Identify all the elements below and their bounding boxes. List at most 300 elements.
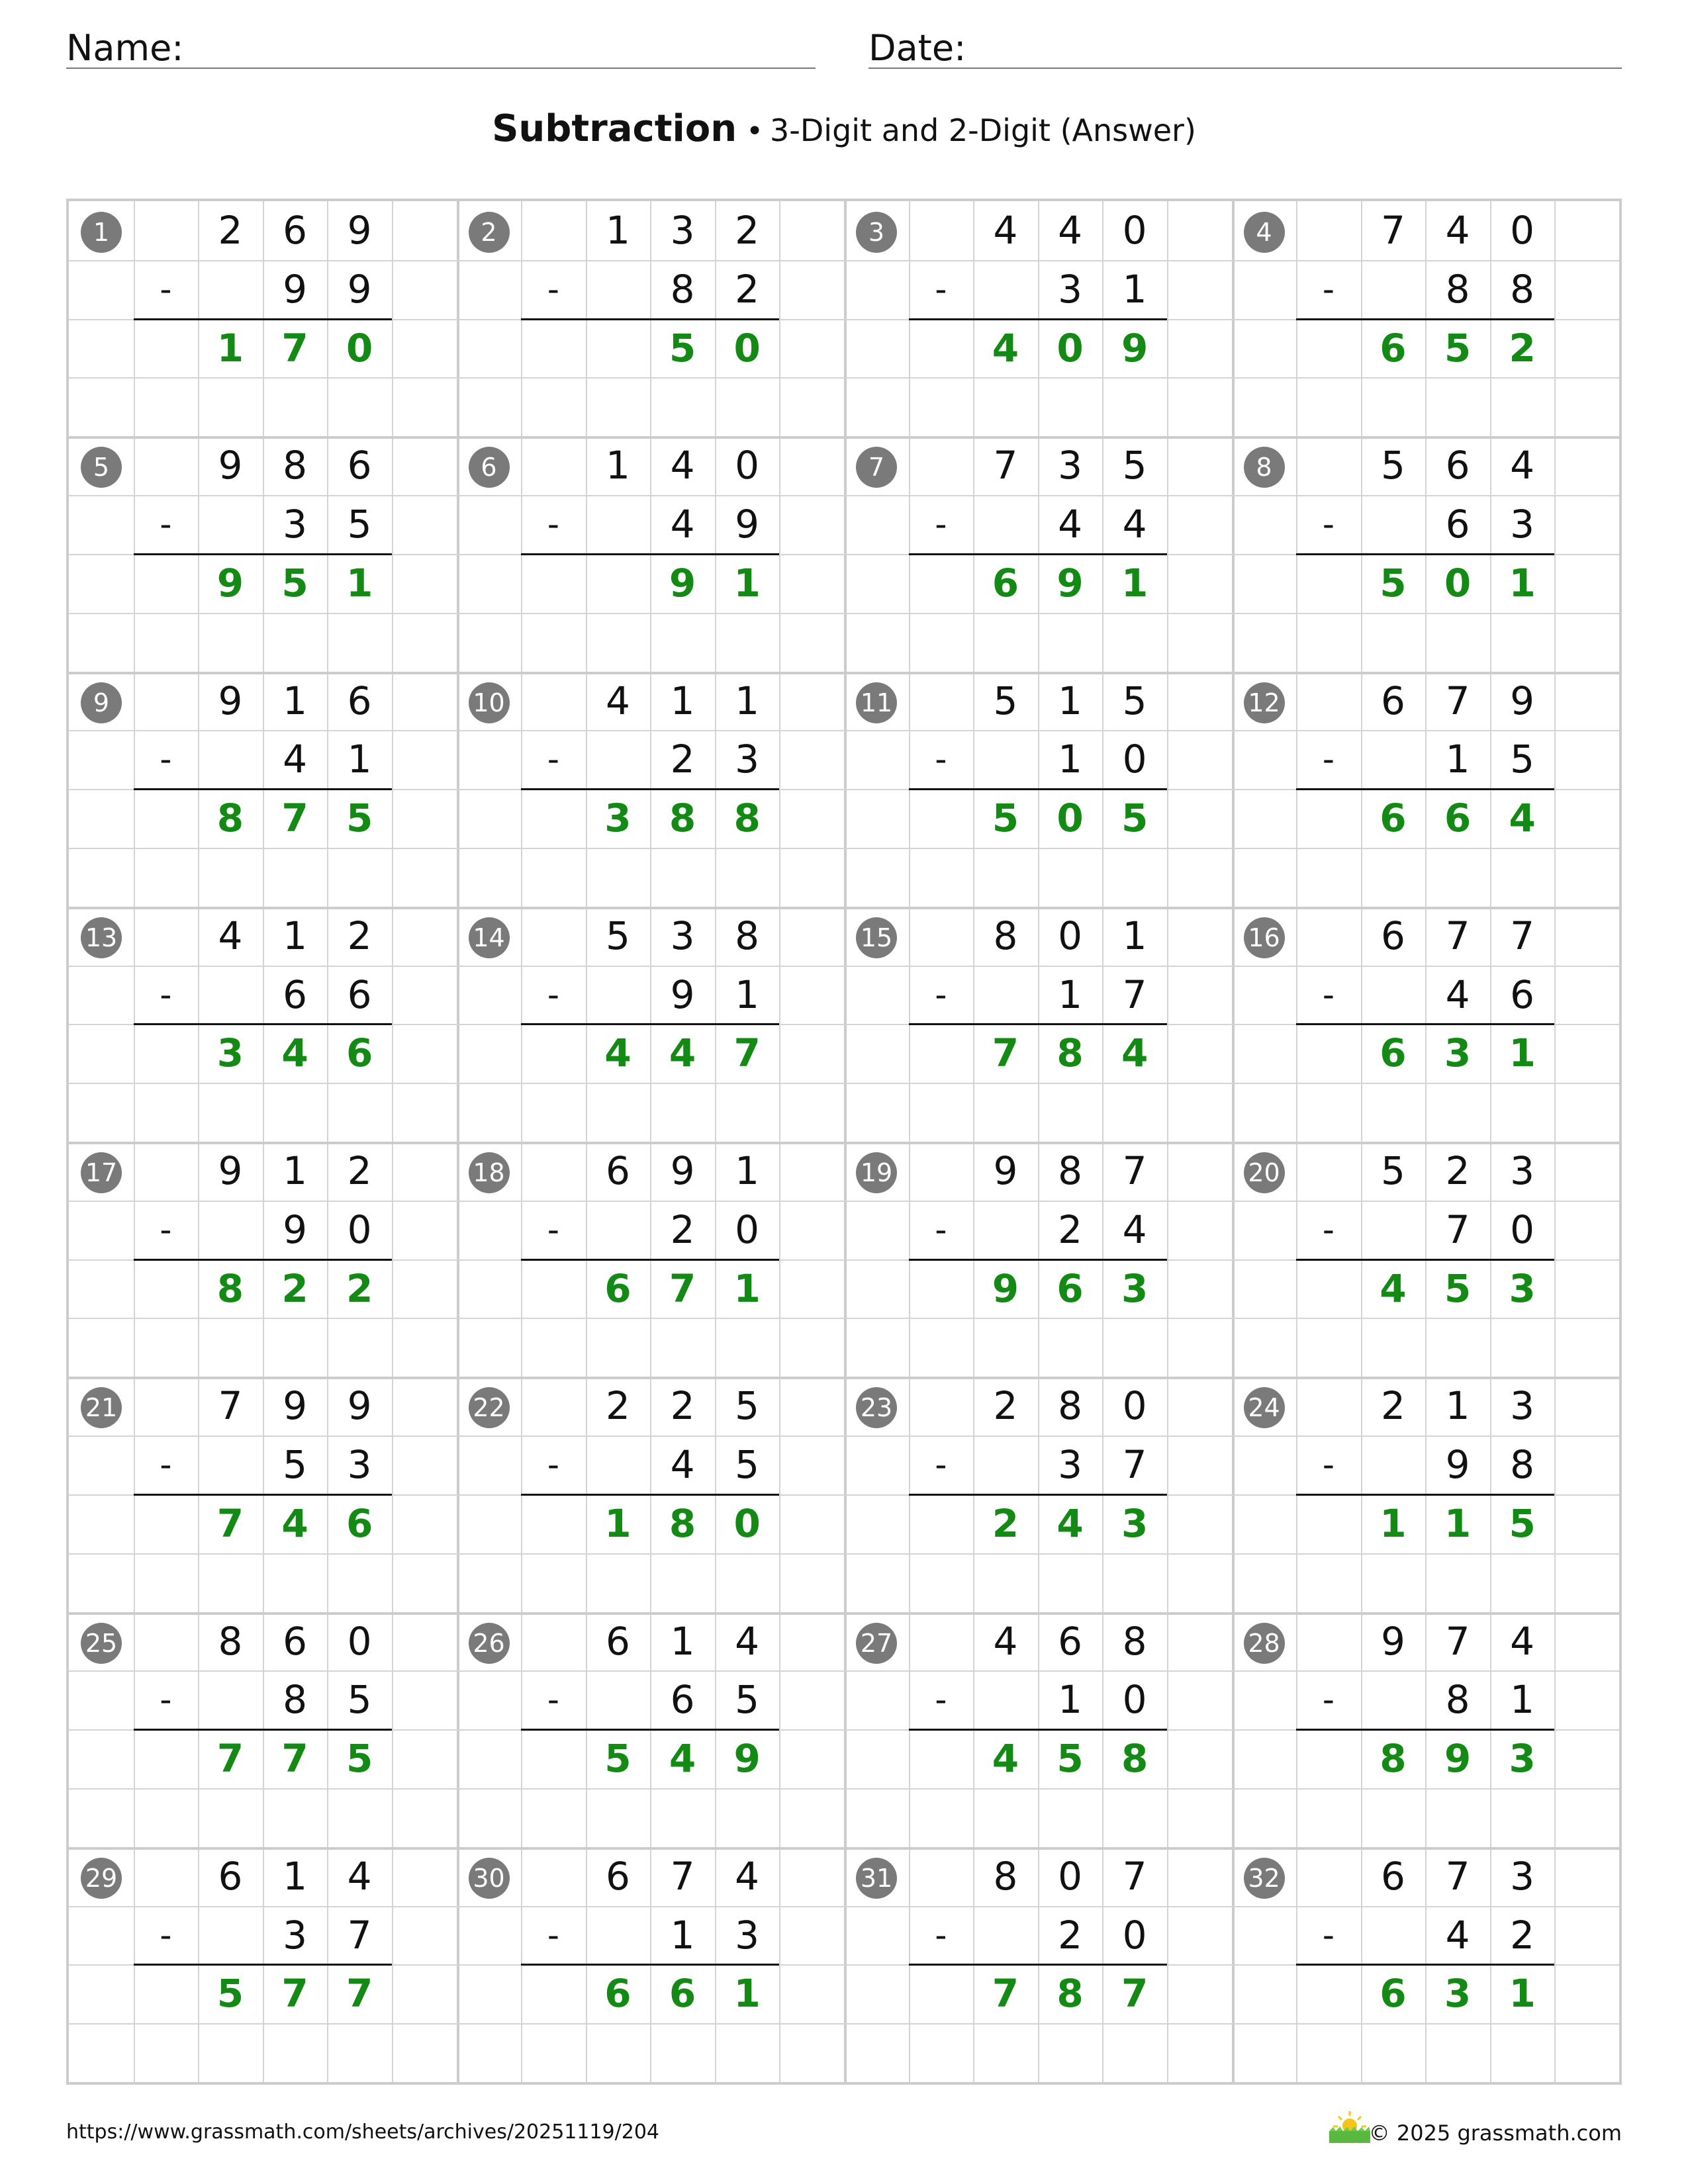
problem-number-badge: 14 xyxy=(469,917,510,958)
subtrahend-digit: 4 xyxy=(283,737,307,782)
subtrahend-digit: 2 xyxy=(1058,1912,1082,1958)
answer-digit: 4 xyxy=(1121,1030,1149,1076)
grass-sun-logo-icon xyxy=(1327,2109,1373,2146)
answer-digit: 8 xyxy=(669,796,696,841)
minuend-digit: 0 xyxy=(347,1618,372,1664)
answer-digit: 3 xyxy=(1509,1736,1536,1782)
answer-digit: 7 xyxy=(992,1971,1019,2017)
problem xyxy=(1232,1377,1620,1612)
minus-sign: - xyxy=(935,505,947,544)
answer-rule xyxy=(521,318,779,320)
answer-digit: 3 xyxy=(1509,1265,1536,1311)
answer-digit: 4 xyxy=(992,325,1019,371)
answer-digit: 8 xyxy=(1380,1736,1407,1782)
minus-sign: - xyxy=(935,740,947,779)
answer-digit: 5 xyxy=(346,796,373,841)
title-main: Subtraction xyxy=(492,107,737,150)
minuend-digit: 9 xyxy=(347,1383,372,1429)
subtrahend-digit: 9 xyxy=(347,266,372,312)
minuend-digit: 2 xyxy=(735,208,760,253)
subtrahend-digit: 0 xyxy=(1122,1912,1147,1958)
answer-digit: 6 xyxy=(1380,1030,1407,1076)
subtrahend-digit: 1 xyxy=(1122,266,1147,312)
minuend-digit: 6 xyxy=(347,443,372,488)
answer-rule xyxy=(521,553,779,555)
answer-digit: 1 xyxy=(1444,1500,1472,1546)
minuend-digit: 2 xyxy=(218,208,243,253)
problem-number-badge: 16 xyxy=(1244,917,1285,958)
minus-sign: - xyxy=(160,975,172,1014)
answer-digit: 9 xyxy=(1444,1736,1472,1782)
problem xyxy=(69,672,457,907)
subtrahend-digit: 9 xyxy=(283,266,307,312)
subtrahend-digit: 4 xyxy=(1058,502,1082,547)
minuend-digit: 0 xyxy=(1058,913,1082,958)
answer-digit: 8 xyxy=(733,796,761,841)
minuend-digit: 6 xyxy=(1380,913,1405,958)
problem-number-badge: 27 xyxy=(856,1623,897,1664)
minuend-digit: 6 xyxy=(347,678,372,723)
subtrahend-digit: 6 xyxy=(1445,502,1470,547)
subtrahend-digit: 3 xyxy=(1058,266,1082,312)
problem-number-badge: 24 xyxy=(1244,1387,1285,1428)
answer-digit: 4 xyxy=(669,1030,696,1076)
minuend-digit: 4 xyxy=(1445,208,1470,253)
minus-sign: - xyxy=(160,740,172,779)
subtrahend-digit: 7 xyxy=(1122,972,1147,1017)
answer-digit: 3 xyxy=(1121,1500,1149,1546)
answer-digit: 5 xyxy=(281,560,308,606)
problem xyxy=(1232,907,1620,1142)
minuend-digit: 7 xyxy=(1445,1618,1470,1664)
answer-digit: 6 xyxy=(346,1030,373,1076)
answer-digit: 4 xyxy=(1509,796,1536,841)
subtrahend-digit: 4 xyxy=(1445,1912,1470,1958)
minuend-digit: 3 xyxy=(1510,1148,1535,1193)
minuend-digit: 2 xyxy=(1445,1148,1470,1193)
minus-sign: - xyxy=(1322,1210,1335,1249)
problem-number-badge: 11 xyxy=(856,682,897,723)
subtrahend-digit: 3 xyxy=(283,502,307,547)
answer-digit: 1 xyxy=(1509,1971,1536,2017)
problem xyxy=(69,1142,457,1377)
minuend-digit: 9 xyxy=(218,443,243,488)
problem xyxy=(844,436,1232,671)
subtrahend-digit: 6 xyxy=(347,972,372,1017)
answer-digit: 9 xyxy=(216,560,244,606)
problem-number-badge: 19 xyxy=(856,1152,897,1193)
minuend-digit: 7 xyxy=(1510,913,1535,958)
minuend-digit: 4 xyxy=(735,1853,760,1899)
problem-number-badge: 8 xyxy=(1244,447,1285,488)
answer-rule xyxy=(134,788,392,790)
answer-digit: 1 xyxy=(733,1971,761,2017)
minus-sign: - xyxy=(547,975,559,1014)
subtrahend-digit: 6 xyxy=(670,1677,695,1723)
minus-sign: - xyxy=(547,1445,559,1484)
minuend-digit: 3 xyxy=(1058,443,1082,488)
answer-rule xyxy=(134,1494,392,1496)
problem xyxy=(69,1847,457,2082)
minuend-digit: 8 xyxy=(735,913,760,958)
answer-digit: 4 xyxy=(1380,1265,1407,1311)
minus-sign: - xyxy=(160,505,172,544)
answer-rule xyxy=(1296,1494,1554,1496)
problem xyxy=(69,436,457,671)
subtrahend-digit: 7 xyxy=(347,1912,372,1958)
problem xyxy=(1232,672,1620,907)
minus-sign: - xyxy=(547,505,559,544)
minuend-digit: 4 xyxy=(218,913,243,958)
minuend-digit: 6 xyxy=(1380,678,1405,723)
answer-digit: 8 xyxy=(216,1265,244,1311)
minus-sign: - xyxy=(935,1445,947,1484)
problem xyxy=(1232,201,1620,436)
minuend-digit: 6 xyxy=(605,1853,630,1899)
minuend-digit: 4 xyxy=(670,443,695,488)
minus-sign: - xyxy=(1322,505,1335,544)
minuend-digit: 1 xyxy=(283,1853,307,1899)
answer-digit: 8 xyxy=(1056,1030,1084,1076)
minuend-digit: 1 xyxy=(605,443,630,488)
answer-digit: 7 xyxy=(669,1265,696,1311)
minuend-digit: 9 xyxy=(1380,1618,1405,1664)
problem xyxy=(457,1612,845,1847)
subtrahend-digit: 9 xyxy=(1445,1442,1470,1488)
problem xyxy=(1232,1847,1620,2082)
subtrahend-digit: 8 xyxy=(1510,1442,1535,1488)
minuend-digit: 5 xyxy=(735,1383,760,1429)
answer-rule xyxy=(1296,788,1554,790)
subtrahend-digit: 1 xyxy=(735,972,760,1017)
answer-rule xyxy=(1296,1729,1554,1731)
subtrahend-digit: 5 xyxy=(1510,737,1535,782)
minuend-digit: 7 xyxy=(1380,208,1405,253)
answer-digit: 0 xyxy=(733,325,761,371)
subtrahend-digit: 9 xyxy=(283,1206,307,1252)
minuend-digit: 2 xyxy=(1380,1383,1405,1429)
answer-digit: 0 xyxy=(1056,325,1084,371)
answer-digit: 1 xyxy=(733,560,761,606)
subtrahend-digit: 4 xyxy=(1122,502,1147,547)
subtrahend-digit: 1 xyxy=(1510,1677,1535,1723)
subtrahend-digit: 4 xyxy=(1122,1206,1147,1252)
minuend-digit: 3 xyxy=(670,913,695,958)
answer-digit: 4 xyxy=(604,1030,632,1076)
subtrahend-digit: 5 xyxy=(735,1677,760,1723)
answer-rule xyxy=(134,1023,392,1025)
minuend-digit: 2 xyxy=(347,913,372,958)
minuend-digit: 8 xyxy=(993,913,1018,958)
problem xyxy=(844,1377,1232,1612)
subtrahend-digit: 5 xyxy=(283,1442,307,1488)
problem xyxy=(69,1377,457,1612)
answer-digit: 7 xyxy=(216,1500,244,1546)
answer-digit: 2 xyxy=(992,1500,1019,1546)
minus-sign: - xyxy=(935,975,947,1014)
problem-number-badge: 30 xyxy=(469,1858,510,1899)
answer-rule xyxy=(134,553,392,555)
problem-number-badge: 29 xyxy=(81,1858,122,1899)
minuend-digit: 7 xyxy=(1122,1853,1147,1899)
answer-digit: 6 xyxy=(1380,796,1407,841)
answer-digit: 5 xyxy=(1380,560,1407,606)
minuend-digit: 9 xyxy=(218,1148,243,1193)
answer-digit: 5 xyxy=(1444,325,1472,371)
subtrahend-digit: 0 xyxy=(1122,737,1147,782)
problem xyxy=(69,201,457,436)
minuend-digit: 6 xyxy=(218,1853,243,1899)
answer-digit: 7 xyxy=(346,1971,373,2017)
problem-number-badge: 9 xyxy=(81,682,122,723)
answer-digit: 2 xyxy=(281,1265,308,1311)
answer-digit: 4 xyxy=(669,1736,696,1782)
minuend-digit: 4 xyxy=(993,208,1018,253)
answer-rule xyxy=(909,1729,1167,1731)
problem xyxy=(844,1847,1232,2082)
problem-number-badge: 6 xyxy=(469,447,510,488)
minus-sign: - xyxy=(160,1915,172,1954)
answer-digit: 5 xyxy=(604,1736,632,1782)
problem xyxy=(844,672,1232,907)
answer-digit: 3 xyxy=(216,1030,244,1076)
minuend-digit: 8 xyxy=(1122,1618,1147,1664)
answer-rule xyxy=(1296,318,1554,320)
problem xyxy=(457,1847,845,2082)
answer-digit: 5 xyxy=(992,796,1019,841)
minuend-digit: 6 xyxy=(605,1618,630,1664)
subtrahend-digit: 2 xyxy=(670,737,695,782)
minus-sign: - xyxy=(1322,1445,1335,1484)
answer-digit: 4 xyxy=(281,1030,308,1076)
answer-digit: 9 xyxy=(992,1265,1019,1311)
subtrahend-digit: 5 xyxy=(735,1442,760,1488)
answer-rule xyxy=(134,1729,392,1731)
answer-digit: 6 xyxy=(1444,796,1472,841)
answer-digit: 4 xyxy=(281,1500,308,1546)
minuend-digit: 4 xyxy=(347,1853,372,1899)
answer-rule xyxy=(909,1259,1167,1261)
minuend-digit: 1 xyxy=(1445,1383,1470,1429)
problem-number-badge: 3 xyxy=(856,212,897,253)
problem-number-badge: 22 xyxy=(469,1387,510,1428)
answer-digit: 7 xyxy=(281,1736,308,1782)
answer-digit: 1 xyxy=(1121,560,1149,606)
answer-digit: 1 xyxy=(1509,1030,1536,1076)
problem-number-badge: 4 xyxy=(1244,212,1285,253)
minuend-digit: 6 xyxy=(1445,443,1470,488)
answer-rule xyxy=(134,1964,392,1966)
minuend-digit: 9 xyxy=(218,678,243,723)
answer-digit: 8 xyxy=(669,1500,696,1546)
answer-digit: 7 xyxy=(281,1971,308,2017)
minuend-digit: 1 xyxy=(670,678,695,723)
minuend-digit: 0 xyxy=(1122,208,1147,253)
answer-digit: 1 xyxy=(733,1265,761,1311)
problem xyxy=(457,672,845,907)
answer-digit: 3 xyxy=(604,796,632,841)
minus-sign: - xyxy=(547,1915,559,1954)
problem xyxy=(1232,1142,1620,1377)
minus-sign: - xyxy=(935,1680,947,1719)
problem-number-badge: 1 xyxy=(81,212,122,253)
minuend-digit: 8 xyxy=(1058,1383,1082,1429)
problem xyxy=(844,1142,1232,1377)
subtrahend-digit: 1 xyxy=(1058,972,1082,1017)
answer-rule xyxy=(909,553,1167,555)
answer-digit: 0 xyxy=(346,325,373,371)
date-field xyxy=(868,26,1622,69)
subtrahend-digit: 2 xyxy=(735,266,760,312)
answer-digit: 5 xyxy=(1056,1736,1084,1782)
minuend-digit: 1 xyxy=(283,1148,307,1193)
minuend-digit: 8 xyxy=(218,1618,243,1664)
subtrahend-digit: 4 xyxy=(670,502,695,547)
minuend-digit: 3 xyxy=(1510,1383,1535,1429)
answer-digit: 0 xyxy=(1056,796,1084,841)
answer-digit: 4 xyxy=(1056,1500,1084,1546)
minus-sign: - xyxy=(547,269,559,308)
minus-sign: - xyxy=(1322,740,1335,779)
answer-digit: 3 xyxy=(1444,1971,1472,2017)
minuend-digit: 3 xyxy=(670,208,695,253)
minus-sign: - xyxy=(935,1210,947,1249)
minuend-digit: 5 xyxy=(1122,443,1147,488)
subtrahend-digit: 1 xyxy=(1058,1677,1082,1723)
answer-rule xyxy=(521,1964,779,1966)
answer-digit: 4 xyxy=(992,1736,1019,1782)
answer-digit: 7 xyxy=(281,796,308,841)
answer-rule xyxy=(909,318,1167,320)
minus-sign: - xyxy=(547,1210,559,1249)
subtrahend-digit: 5 xyxy=(347,1677,372,1723)
minus-sign: - xyxy=(1322,975,1335,1014)
answer-digit: 1 xyxy=(216,325,244,371)
subtrahend-digit: 3 xyxy=(1510,502,1535,547)
answer-rule xyxy=(521,788,779,790)
answer-digit: 1 xyxy=(1380,1500,1407,1546)
minus-sign: - xyxy=(160,1445,172,1484)
answer-digit: 6 xyxy=(346,1500,373,1546)
minuend-digit: 1 xyxy=(605,208,630,253)
minuend-digit: 0 xyxy=(1122,1383,1147,1429)
answer-digit: 8 xyxy=(1056,1971,1084,2017)
minuend-digit: 2 xyxy=(993,1383,1018,1429)
minuend-digit: 6 xyxy=(1380,1853,1405,1899)
problem xyxy=(457,436,845,671)
minuend-digit: 8 xyxy=(1058,1148,1082,1193)
answer-rule xyxy=(1296,1259,1554,1261)
answer-digit: 8 xyxy=(1121,1736,1149,1782)
answer-digit: 7 xyxy=(281,325,308,371)
minuend-digit: 7 xyxy=(1122,1148,1147,1193)
answer-digit: 3 xyxy=(1444,1030,1472,1076)
answer-digit: 9 xyxy=(733,1736,761,1782)
problem-number-badge: 20 xyxy=(1244,1152,1285,1193)
answer-digit: 1 xyxy=(1509,560,1536,606)
minus-sign: - xyxy=(547,740,559,779)
subtrahend-digit: 7 xyxy=(1445,1206,1470,1252)
problem-number-badge: 26 xyxy=(469,1623,510,1664)
minuend-digit: 4 xyxy=(605,678,630,723)
problem-grid xyxy=(66,199,1622,2085)
answer-digit: 5 xyxy=(1444,1265,1472,1311)
minuend-digit: 0 xyxy=(735,443,760,488)
answer-rule xyxy=(909,1023,1167,1025)
subtrahend-digit: 0 xyxy=(347,1206,372,1252)
answer-digit: 0 xyxy=(733,1500,761,1546)
problem xyxy=(1232,436,1620,671)
problem-number-badge: 12 xyxy=(1244,682,1285,723)
problem-number-badge: 21 xyxy=(81,1387,122,1428)
minuend-digit: 4 xyxy=(1058,208,1082,253)
minuend-digit: 4 xyxy=(1510,443,1535,488)
subtrahend-digit: 2 xyxy=(1510,1912,1535,1958)
minus-sign: - xyxy=(160,1680,172,1719)
minuend-digit: 7 xyxy=(993,443,1018,488)
answer-digit: 7 xyxy=(992,1030,1019,1076)
answer-rule xyxy=(909,788,1167,790)
minuend-digit: 9 xyxy=(283,1383,307,1429)
answer-digit: 5 xyxy=(1509,1500,1536,1546)
problem-number-badge: 17 xyxy=(81,1152,122,1193)
subtrahend-digit: 3 xyxy=(283,1912,307,1958)
problem xyxy=(457,1142,845,1377)
subtrahend-digit: 8 xyxy=(1445,1677,1470,1723)
answer-digit: 6 xyxy=(1056,1265,1084,1311)
answer-digit: 7 xyxy=(216,1736,244,1782)
minus-sign: - xyxy=(1322,1915,1335,1954)
name-field xyxy=(66,26,816,69)
subtrahend-digit: 7 xyxy=(1122,1442,1147,1488)
problem xyxy=(69,907,457,1142)
answer-rule xyxy=(1296,553,1554,555)
minuend-digit: 5 xyxy=(1380,1148,1405,1193)
problem xyxy=(457,201,845,436)
answer-digit: 6 xyxy=(1380,1971,1407,2017)
answer-digit: 5 xyxy=(216,1971,244,2017)
name-label: Name: xyxy=(66,27,184,69)
subtrahend-digit: 6 xyxy=(283,972,307,1017)
subtrahend-digit: 0 xyxy=(735,1206,760,1252)
problem xyxy=(457,1377,845,1612)
answer-digit: 7 xyxy=(1121,1971,1149,2017)
footer-copyright: © 2025 grassmath.com xyxy=(1368,2120,1622,2146)
problem-number-badge: 13 xyxy=(81,917,122,958)
title-subtitle: 3-Digit and 2-Digit (Answer) xyxy=(770,113,1196,148)
answer-digit: 6 xyxy=(1380,325,1407,371)
subtrahend-digit: 1 xyxy=(347,737,372,782)
problem-number-badge: 2 xyxy=(469,212,510,253)
problem xyxy=(69,1612,457,1847)
minuend-digit: 8 xyxy=(993,1853,1018,1899)
minuend-digit: 0 xyxy=(1510,208,1535,253)
problem-number-badge: 5 xyxy=(81,447,122,488)
minus-sign: - xyxy=(160,269,172,308)
minuend-digit: 1 xyxy=(1122,913,1147,958)
answer-digit: 5 xyxy=(1121,796,1149,841)
subtrahend-digit: 8 xyxy=(670,266,695,312)
minuend-digit: 6 xyxy=(605,1148,630,1193)
answer-digit: 0 xyxy=(1444,560,1472,606)
answer-digit: 6 xyxy=(604,1971,632,2017)
minuend-digit: 9 xyxy=(993,1148,1018,1193)
minuend-digit: 1 xyxy=(670,1618,695,1664)
subtrahend-digit: 2 xyxy=(1058,1206,1082,1252)
minuend-digit: 5 xyxy=(605,913,630,958)
minus-sign: - xyxy=(547,1680,559,1719)
answer-rule xyxy=(909,1494,1167,1496)
